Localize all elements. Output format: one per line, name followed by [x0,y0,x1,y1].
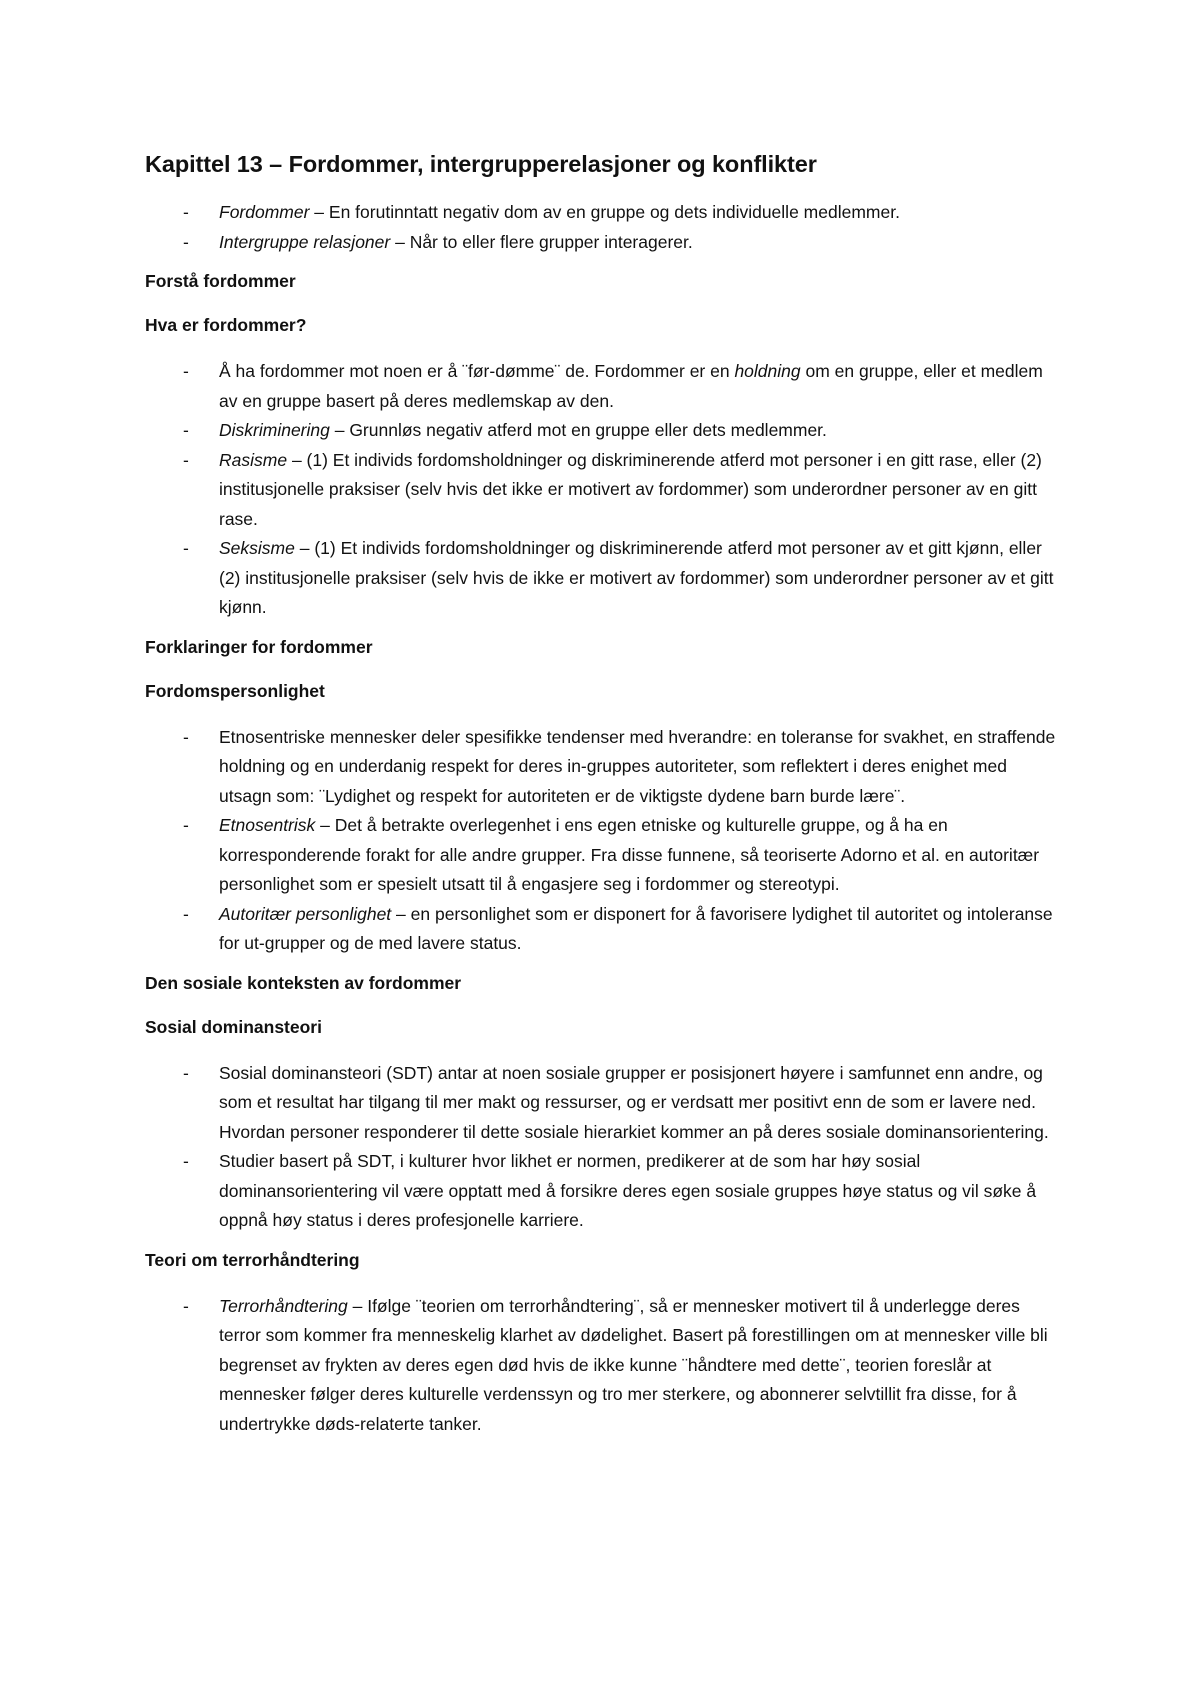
dash-bullet: - [183,231,189,252]
item-text: – (1) Et individs fordomsholdninger og diskriminerende atferd mot personer av et gitt kjønn, eller (2) institusjonelle praksiser (selv hvis de ikke er motivert av fordommer) som underordner personer av et gitt kjønn. [219,538,1054,617]
item-text: Etnosentriske mennesker deler spesifikke tendenser med hverandre: en toleranse for svakhet, en straffende holdning og en underdanig respekt for deres in-gruppes autoriteter, som reflektert i deres enighet med utsagn som: ¨Lydighet og respekt for autoriteten er de viktigste dydene barn burde lære¨. [219,726,1056,806]
page-title: Kapittel 13 – Fordommer, intergrupperelasjoner og konflikter [145,151,817,177]
dash-bullet: - [183,361,189,381]
dash-bullet: - [183,903,189,924]
list-item [145,198,1060,228]
list-item [145,811,1060,900]
term: Rasisme [219,449,288,470]
separator: – [309,202,329,222]
item-text: Å ha fordommer mot noen er å ¨før-dømme¨ de. Fordommer er en [219,361,735,381]
dash-bullet: - [183,726,189,747]
item-text: – en personlighet som er disponert for å favorisere lydighet til autoritet og intoleranse for ut-grupper og de med lavere status. [219,903,1053,953]
list-item [145,416,1060,446]
dash-bullet: - [183,815,189,835]
term: Diskriminering [219,420,330,440]
section-list [145,1059,1060,1236]
dash-bullet: - [183,449,189,470]
list-item [145,723,1060,812]
item-text: – Grunnløs negativ atferd mot en gruppe eller dets medlemmer. [329,420,827,440]
term: Seksisme [219,538,295,558]
term: Intergruppe relasjoner [219,231,391,252]
term: Autoritær personlighet [219,903,392,924]
section-list [145,723,1060,959]
item-text: – Det å betrakte overlegenhet i ens egen etniske og kulturelle gruppe, og å ha en korresponderende forakt for alle andre grupper. Fra disse funnene, så teoriserte Adorno et al. en autoritær personlighet som er spesielt utsatt til å engasjere seg i fordommer og stereotypi. [219,815,1040,894]
item-text: Studier basert på SDT, i kulturer hvor likhet er normen, predikerer at de som har høy sosial dominansorientering vil være opptatt med å forsikre deres egen sosiale gruppes høye status og vil søke å oppnå høy status i deres profesjonelle karriere. [219,1151,1037,1230]
item-text: – (1) Et individs fordomsholdninger og diskriminerende atferd mot personer i en gitt rase, eller (2) institusjonelle praksiser (selv hvis det ikke er motivert av fordommer) som underordner personer av en gitt rase. [219,449,1042,529]
section-heading: Den sosiale konteksten av fordommer [145,972,462,993]
definition-text: En forutinntatt negativ dom av en gruppe og dets individuelle medlemmer. [328,202,900,222]
item-text: – Ifølge ¨teorien om terrorhåndtering¨, så er mennesker motivert til å underlegge deres terror som kommer fra menneskelig klarhet av dødelighet. Basert på forestillingen om at mennesker ville bli begrenset av frykten av deres egen død hvis de ikke kunne ¨håndtere med dette¨, teorien foreslår at mennesker følger deres kulturelle verdenssyn og tro mer sterkere, og abonnerer selvtillit fra disse, for å undertrykke døds-relaterte tanker. [219,1295,1048,1434]
dash-bullet: - [183,538,189,558]
section-heading: Forklaringer for fordommer [145,636,373,657]
dash-bullet: - [183,1062,189,1083]
list-item [145,357,1060,416]
separator: – [390,231,410,252]
subsection-heading: Teori om terrorhåndtering [145,1249,360,1270]
section-heading: Forstå fordommer [145,271,296,291]
subsection-heading: Sosial dominansteori [145,1016,322,1037]
list-item [145,534,1060,623]
item-text: om en gruppe, eller et medlem av en gruppe basert på deres medlemskap av den. [219,361,1043,411]
term: Terrorhåndtering [219,1295,348,1316]
dash-bullet: - [183,1151,189,1171]
dash-bullet: - [183,202,189,222]
list-item [145,1292,1060,1440]
list-item [145,446,1060,535]
list-item [145,900,1060,959]
term: Fordommer [219,202,310,222]
section-list [145,357,1060,623]
section-list [145,1292,1060,1440]
dash-bullet: - [183,1295,189,1316]
dash-bullet: - [183,420,189,440]
list-item [145,1147,1060,1236]
term: Etnosentrisk [219,815,316,835]
item-text: Sosial dominansteori (SDT) antar at noen sosiale grupper er posisjonert høyere i samfunnet enn andre, og som et resultat har tilgang til mer makt og ressurser, og er verdsatt mer positivt enn de som er lavere ned. Hvordan personer responderer til dette sosiale hierarkiet kommer an på deres sosiale dominansorientering. [219,1062,1049,1142]
list-item [145,1059,1060,1148]
definition-text: Når to eller flere grupper interagerer. [409,231,693,252]
subsection-heading: Fordomspersonlighet [145,680,325,701]
list-item [145,228,1060,258]
subsection-heading: Hva er fordommer? [145,315,307,335]
intro-definitions [145,198,1060,257]
term: holdning [734,361,801,381]
